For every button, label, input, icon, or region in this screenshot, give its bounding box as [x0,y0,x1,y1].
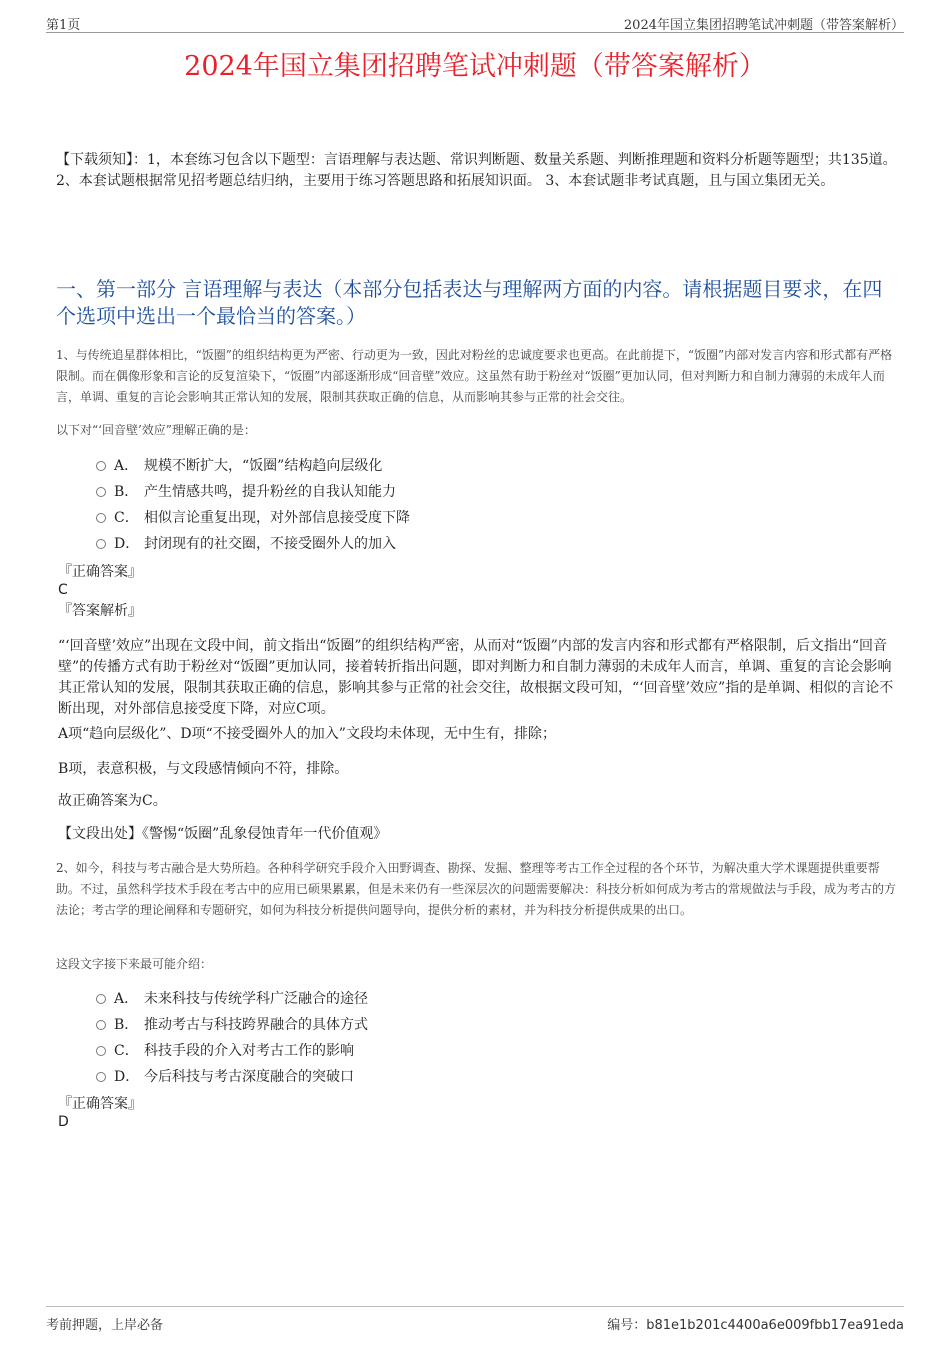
question-1-text: 1、与传统追星群体相比，“饭圈”的组织结构更为严密、行动更为一致，因此对粉丝的忠诚度要求也更高。在此前提下，“饭圈”内部对发言内容和形式都有严格限制。而在偶像形象和言论的反复渲染下，“饭圈”内部逐渐形成“回音壁”效应。这虽然有助于粉丝对“饭圈”更加认同，但对判断力和自制力薄弱的未成年人而言，单调、重复的言论会影响其正常认知的发展，限制其获取正确的信息，从而影响其参与正常的社会交往。 [56,348,893,404]
option-b[interactable]: B． 产生情感共鸣，提升粉丝的自我认知能力 [96,479,410,505]
question-2-options [96,986,368,1090]
analysis-label: 『答案解析』 [58,603,142,619]
answer-value: C [58,582,68,598]
analysis-paragraph: A项“趋向层级化”、D项“不接受圈外人的加入”文段均未体现，无中生有，排除； [58,726,556,742]
option-b[interactable]: B． 推动考古与科技跨界融合的具体方式 [96,1012,368,1038]
footer-divider [46,1306,904,1307]
radio-icon[interactable] [96,461,106,471]
radio-icon[interactable] [96,1020,106,1030]
section-heading: 一、第一部分 言语理解与表达（本部分包括表达与理解两方面的内容。请根据题目要求，在四个选项中选出一个最恰当的答案。） [56,277,883,328]
header-doc-title: 2024年国立集团招聘笔试冲刺题（带答案解析） [623,18,904,33]
document-title: 2024年国立集团招聘笔试冲刺题（带答案解析） [184,51,766,82]
question-1-options [96,453,410,557]
question-2-prompt: 这段文字接下来最可能介绍： [56,957,213,971]
download-notice: 【下载须知】：1，本套练习包含以下题型：言语理解与表达题、常识判断题、数量关系题、判断推理题和资料分析题等题型；共135道。 2、本套试题根据常见招考题总结归纳，主要用于练习答题思路和拓展知识面。 3、本套试题非考试真题，且与国立集团无关。 [56,152,897,189]
option-c[interactable]: C． 相似言论重复出现，对外部信息接受度下降 [96,505,410,531]
analysis-paragraph: “‘回音壁’效应”出现在文段中间，前文指出“饭圈”的组织结构严密，从而对“饭圈”内部的发言内容和形式都有严格限制，后文指出“回音壁”的传播方式有助于粉丝对“饭圈”更加认同，接着转折指出问题，即对判断力和自制力薄弱的未成年人而言，单调、重复的言论会影响其正常认知的发展，限制其获取正确的信息，影响其参与正常的社会交往，故根据文段可知，“‘回音壁’效应”指的是单调、相似的言论不断出现，对外部信息接受度下降，对应C项。 [58,638,894,717]
analysis-conclusion: 故正确答案为C。 [58,793,167,809]
answer-label: 『正确答案』 [58,1096,142,1112]
radio-icon[interactable] [96,539,106,549]
analysis-paragraph: B项，表意积极，与文段感情倾向不符，排除。 [58,761,349,777]
option-c[interactable]: C． 科技手段的介入对考古工作的影响 [96,1038,368,1064]
radio-icon[interactable] [96,1046,106,1056]
header-divider [46,32,904,33]
option-a[interactable]: A． 规模不断扩大，“饭圈”结构趋向层级化 [96,453,410,479]
radio-icon[interactable] [96,1072,106,1082]
question-1-prompt: 以下对“‘回音壁’效应”理解正确的是： [56,423,256,437]
option-d[interactable]: D． 今后科技与考古深度融合的突破口 [96,1064,368,1090]
radio-icon[interactable] [96,487,106,497]
question-2-text: 2、如今，科技与考古融合是大势所趋。各种科学研究手段介入田野调查、勘探、发掘、整理等考古工作全过程的各个环节，为解决重大学术课题提供重要帮助。不过，虽然科学技术手段在考古中的应用已硕果累累，但是未来仍有一些深层次的问题需要解决：科技分析如何成为考古的常规做法与手段，成为考古的方法论；考古学的理论阐释和专题研究，如何为科技分析提供问题导向，提供分析的素材，并为科技分析提供成果的出口。 [56,861,897,917]
passage-source: 【文段出处】《警惕“饭圈”乱象侵蚀青年一代价值观》 [58,826,388,842]
answer-value: D [58,1114,69,1130]
radio-icon[interactable] [96,994,106,1004]
page-number: 第1页 [46,18,81,33]
option-d[interactable]: D． 封闭现有的社交圈，不接受圈外人的加入 [96,531,410,557]
option-a[interactable]: A． 未来科技与传统学科广泛融合的途径 [96,986,368,1012]
answer-label: 『正确答案』 [58,564,142,580]
footer-slogan: 考前押题，上岸必备 [46,1318,164,1333]
radio-icon[interactable] [96,513,106,523]
document-code: 编号：b81e1b201c4400a6e009fbb17ea91eda [607,1318,904,1333]
page-header [46,14,904,34]
